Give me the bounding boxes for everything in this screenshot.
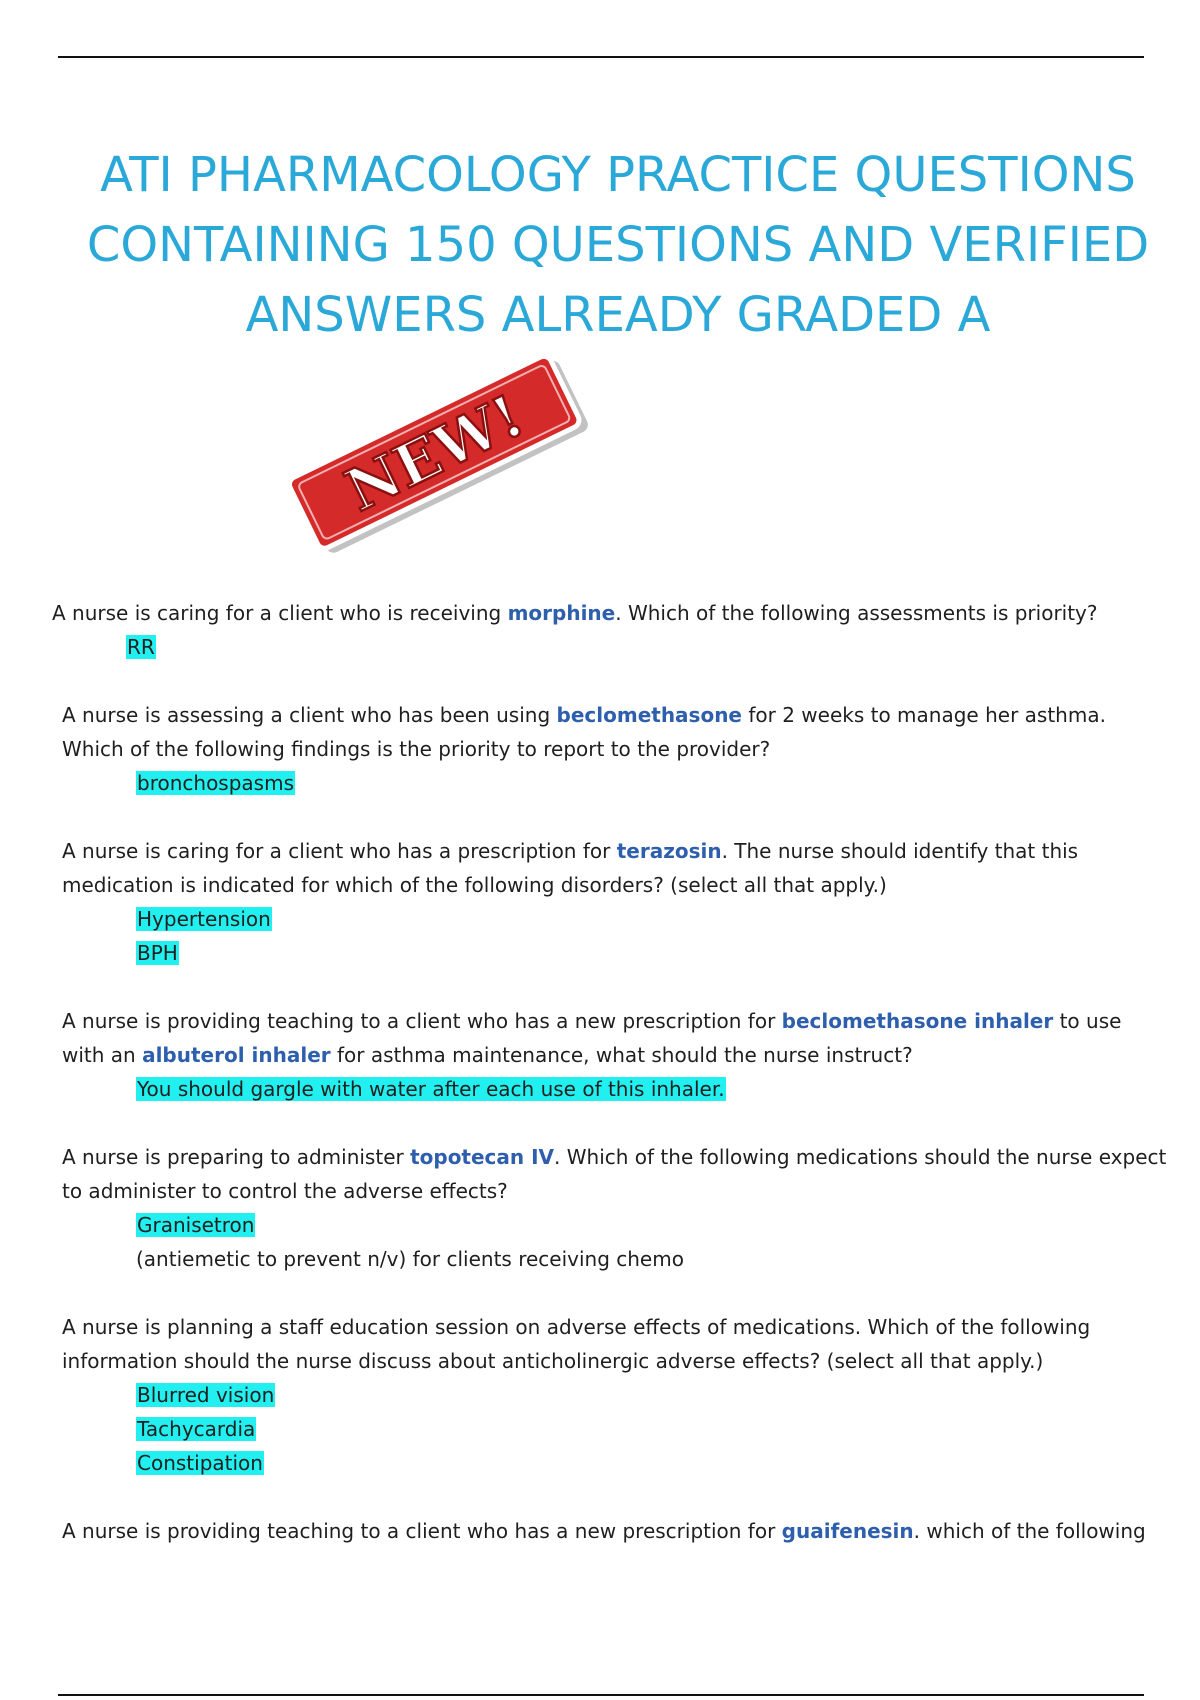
answer: Blurred vision	[137, 1383, 275, 1407]
drug-term: morphine	[507, 601, 616, 625]
question-item	[62, 1140, 1170, 1276]
drug-term: beclomethasone	[556, 703, 742, 727]
answer: Granisetron	[137, 1213, 255, 1237]
drug-term: guaifenesin	[781, 1519, 914, 1543]
question-text: A nurse is caring for a client who has a prescription for terazosin. The nurse should identify that this medication is indicated for which of the following disorders? (select all that apply.)	[62, 839, 1079, 897]
question-item	[62, 1514, 1170, 1548]
drug-term: topotecan IV	[410, 1145, 555, 1169]
answer: RR	[127, 635, 155, 659]
question-item	[62, 698, 1170, 800]
title-line-2: CONTAINING 150 QUESTIONS AND VERIFIED	[86, 217, 1150, 273]
bottom-rule	[58, 1694, 1144, 1696]
answer-note: (antiemetic to prevent n/v) for clients receiving chemo	[136, 1247, 684, 1271]
answer: BPH	[137, 941, 178, 965]
question-item	[52, 596, 1170, 664]
question-text: A nurse is assessing a client who has been using beclomethasone for 2 weeks to manage her asthma. Which of the following findings is the priority to report to the provider?	[62, 703, 1106, 761]
new-badge-text: NEW!	[335, 381, 534, 525]
question-text: A nurse is planning a staff education session on adverse effects of medications. Which of the following information should the nurse discuss about anticholinergic adverse effects? (select all that apply.)	[62, 1315, 1091, 1373]
question-item	[62, 1004, 1170, 1106]
question-text: A nurse is providing teaching to a client who has a new prescription for guaifenesin. which of the following	[62, 1519, 1146, 1543]
answer: Constipation	[137, 1451, 263, 1475]
question-text: A nurse is preparing to administer topotecan IV. Which of the following medications should the nurse expect to administer to control the adverse effects?	[62, 1145, 1167, 1203]
answer: Tachycardia	[137, 1417, 256, 1441]
question-item	[62, 834, 1170, 970]
new-badge	[279, 342, 601, 568]
new-badge-graphic	[279, 342, 601, 568]
title-line-1: ATI PHARMACOLOGY PRACTICE QUESTIONS	[100, 147, 1136, 203]
top-rule	[58, 56, 1144, 58]
document-title	[60, 140, 1176, 350]
question-text: A nurse is caring for a client who is receiving morphine. Which of the following assessments is priority?	[52, 601, 1098, 625]
title-line-3: ANSWERS ALREADY GRADED A	[245, 287, 991, 343]
drug-term: terazosin	[616, 839, 722, 863]
answer: You should gargle with water after each use of this inhaler.	[137, 1077, 725, 1101]
question-item	[62, 1310, 1170, 1480]
drug-term: albuterol inhaler	[142, 1043, 331, 1067]
question-text: A nurse is providing teaching to a client who has a new prescription for beclomethasone inhaler to use with an albuterol inhaler for asthma maintenance, what should the nurse instruct?	[62, 1009, 1122, 1067]
questions-list	[52, 596, 1170, 1582]
answer: bronchospasms	[137, 771, 294, 795]
drug-term: beclomethasone inhaler	[781, 1009, 1054, 1033]
answer: Hypertension	[137, 907, 271, 931]
